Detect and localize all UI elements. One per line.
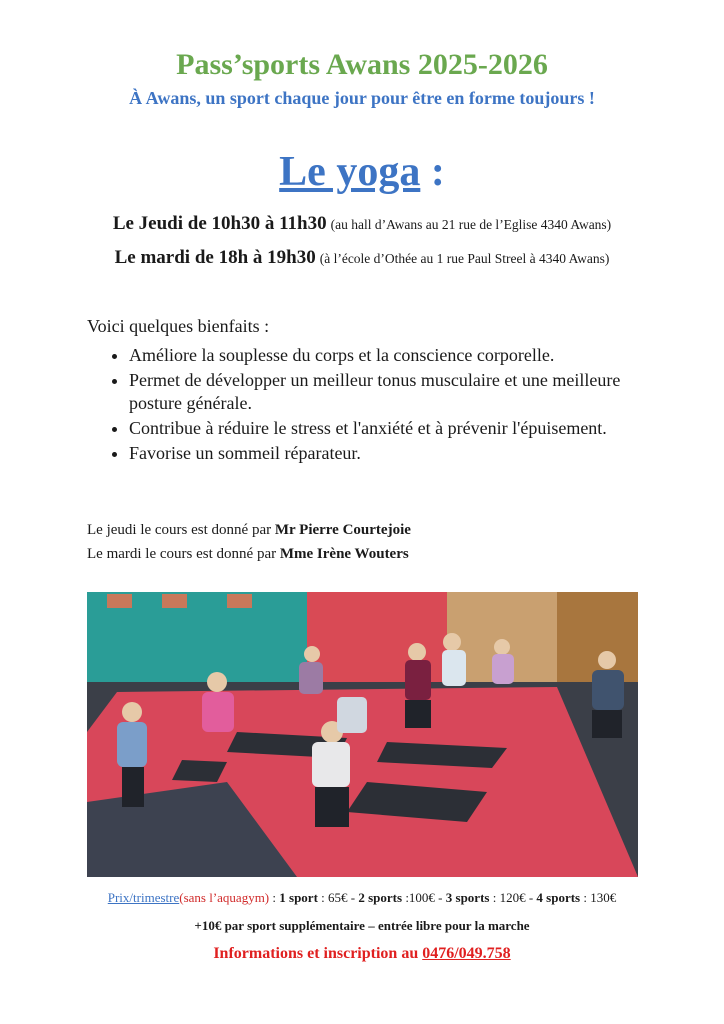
yoga-class-photo bbox=[87, 592, 638, 877]
pricing-extra: +10€ par sport supplémentaire – entrée libre pour la marche bbox=[194, 918, 530, 933]
pricing-link[interactable]: Prix/trimestre bbox=[107, 890, 180, 905]
heading-text: Le yoga bbox=[279, 149, 421, 195]
pricing-sep: : bbox=[269, 890, 280, 905]
schedule-day: Le mardi de 18h à 19h30 bbox=[114, 247, 316, 268]
schedule-place: (au hall d’Awans au 21 rue de l’Eglise 4340 Awans) bbox=[330, 217, 612, 232]
pricing-tier-label: 2 sports bbox=[358, 890, 403, 905]
teacher-thursday bbox=[87, 522, 411, 539]
schedule-thursday bbox=[0, 213, 724, 235]
photo-illustration bbox=[87, 592, 638, 877]
pricing-tier-price: :100€ - bbox=[402, 890, 446, 905]
benefit-item: • Permet de développer un meilleur tonus musculaire et une meilleure posture générale. bbox=[129, 369, 649, 415]
teacher-name: Mme Irène Wouters bbox=[279, 546, 409, 562]
teacher-name: Mr Pierre Courtejoie bbox=[274, 522, 411, 538]
teacher-text: Le mardi le cours est donné par bbox=[87, 546, 280, 562]
pricing-line bbox=[0, 890, 724, 906]
pricing-tier-label: 4 sports bbox=[536, 890, 581, 905]
pricing-tier-price: : 65€ - bbox=[317, 890, 359, 905]
teacher-tuesday bbox=[87, 546, 409, 563]
pricing-tier-price: : 120€ - bbox=[489, 890, 537, 905]
benefits-list bbox=[107, 344, 649, 467]
schedule-tuesday bbox=[0, 247, 724, 269]
pricing-tier-label: 3 sports bbox=[445, 890, 490, 905]
contact-text: Informations et inscription au bbox=[213, 945, 423, 962]
pricing-tier-price: : 130€ bbox=[580, 890, 617, 905]
page-subtitle: À Awans, un sport chaque jour pour être en forme toujours ! bbox=[129, 88, 595, 108]
heading-suffix: : bbox=[420, 149, 445, 195]
schedule-day: Le Jeudi de 10h30 à 11h30 bbox=[112, 213, 327, 234]
contact-info bbox=[0, 945, 724, 963]
teacher-text: Le jeudi le cours est donné par bbox=[87, 522, 275, 538]
benefits-intro: Voici quelques bienfaits : bbox=[87, 316, 270, 336]
contact-phone[interactable]: 0476/049.758 bbox=[422, 945, 511, 962]
page-title: Pass’sports Awans 2025-2026 bbox=[176, 48, 548, 81]
section-heading bbox=[0, 148, 724, 196]
pricing-note: (sans l’aquagym) bbox=[179, 890, 270, 905]
pricing-tier-label: 1 sport bbox=[279, 890, 318, 905]
benefit-item: • Favorise un sommeil réparateur. bbox=[129, 442, 649, 465]
schedule-place: (à l’école d’Othée au 1 rue Paul Streel à 4340 Awans) bbox=[319, 251, 610, 266]
benefit-item: • Contribue à réduire le stress et l'anxiété et à prévenir l'épuisement. bbox=[129, 417, 649, 440]
benefit-item: • Améliore la souplesse du corps et la conscience corporelle. bbox=[129, 344, 649, 367]
